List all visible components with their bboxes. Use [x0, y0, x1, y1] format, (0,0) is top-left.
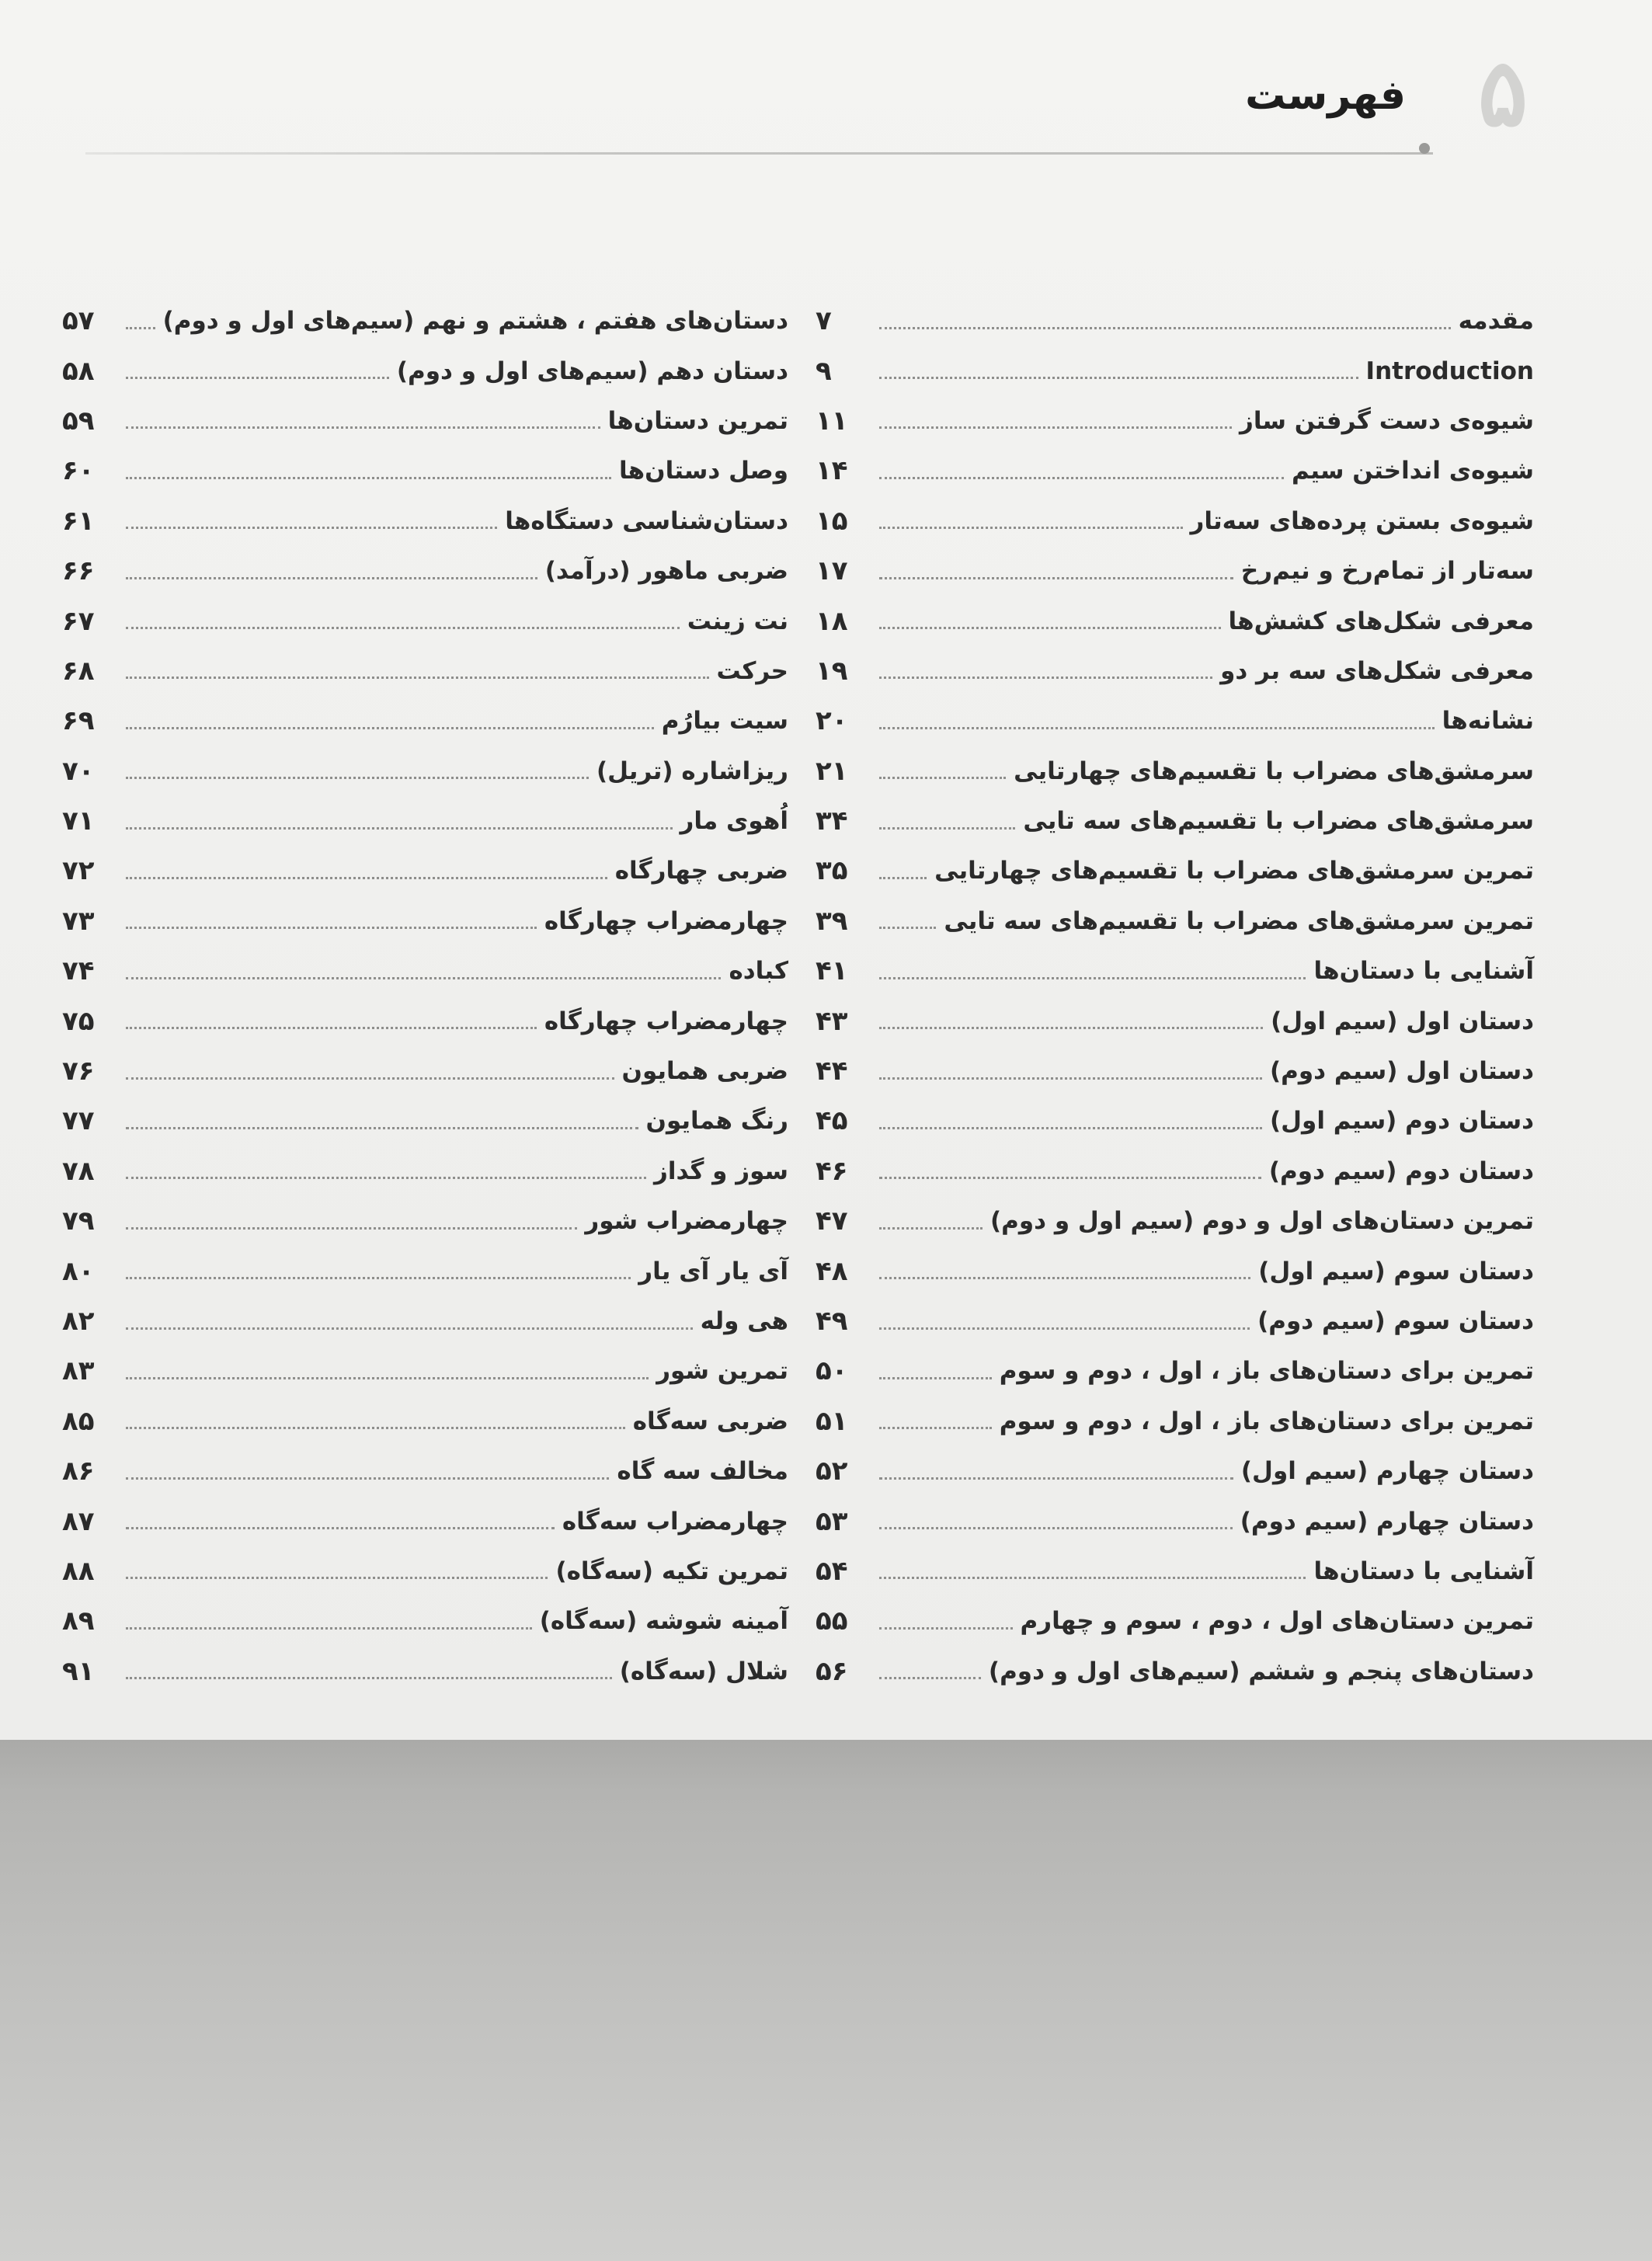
toc-entry-title: ضربی سه‌گاه	[632, 1407, 788, 1435]
toc-entry-page-number: ۵۲	[816, 1456, 848, 1487]
dot-leader	[879, 1127, 1262, 1129]
toc-entry	[62, 846, 788, 896]
toc-entry-page-number: ۵۸	[62, 355, 95, 387]
toc-entry	[816, 1346, 1534, 1396]
toc-entry-title: شلال (سه‌گاه)	[619, 1657, 788, 1685]
toc-entry-page-number: ۵۱	[816, 1405, 848, 1437]
toc-entry-title: کباده	[729, 957, 788, 986]
toc-entry	[62, 1246, 788, 1296]
dot-leader	[879, 677, 1212, 679]
toc-entry	[816, 1496, 1534, 1546]
dot-leader	[126, 1677, 612, 1679]
toc-entry-page-number: ۷۹	[62, 1205, 95, 1237]
toc-entry	[816, 546, 1534, 596]
toc-entry	[816, 846, 1534, 896]
toc-entry-title: آشنایی با دستان‌ها	[1313, 957, 1534, 986]
toc-entry	[816, 296, 1534, 346]
toc-entry-page-number: ۶۱	[62, 505, 95, 537]
toc-entry-page-number: ۸۸	[62, 1555, 95, 1587]
toc-entry	[816, 1446, 1534, 1496]
toc-entry	[816, 1596, 1534, 1646]
toc-entry	[62, 1596, 788, 1646]
toc-entry-page-number: ۹	[816, 355, 832, 387]
toc-entry-title: دستان سوم (سیم دوم)	[1257, 1307, 1534, 1335]
dot-leader	[126, 877, 607, 879]
toc-entry-title: چهارمضراب چهارگاه	[544, 906, 788, 935]
toc-entry-page-number: ۸۹	[62, 1605, 95, 1637]
toc-entry-page-number: ۷۱	[62, 805, 95, 837]
toc-entry-page-number: ۷۴	[62, 955, 95, 987]
toc-entry-page-number: ۵۷	[62, 305, 95, 337]
toc-entry-title: وصل دستان‌ها	[619, 457, 788, 485]
toc-entry-title: معرفی شکل‌های سه بر دو	[1220, 656, 1534, 685]
toc-entry	[62, 1046, 788, 1096]
dot-leader	[126, 627, 680, 629]
toc-entry-page-number: ۷۶	[62, 1056, 95, 1087]
toc-entry-page-number: ۱۴	[816, 455, 848, 487]
toc-entry	[816, 496, 1534, 546]
toc-entry	[62, 596, 788, 645]
dot-leader	[126, 426, 600, 429]
toc-entry-page-number: ۷۳	[62, 905, 95, 937]
toc-entry-title: دستان دهم (سیم‌های اول و دوم)	[396, 357, 788, 385]
dot-leader	[126, 727, 654, 729]
dot-leader	[126, 1127, 638, 1129]
toc-entry-page-number: ۸۳	[62, 1355, 95, 1387]
toc-entry-page-number: ۵۰	[816, 1355, 848, 1387]
toc-entry	[62, 946, 788, 996]
toc-entry-title: سرمشق‌های مضراب با تقسیم‌های چهارتایی	[1014, 757, 1534, 785]
dot-leader	[879, 1327, 1250, 1330]
toc-entry-title: تمرین دستان‌ها	[607, 406, 788, 435]
toc-entry	[816, 1046, 1534, 1096]
dot-leader	[126, 577, 537, 579]
dot-leader	[126, 527, 497, 529]
toc-entry-title: تمرین دستان‌های اول و دوم (سیم اول و دوم)	[990, 1207, 1534, 1236]
toc-entry-title: آشنایی با دستان‌ها	[1313, 1557, 1534, 1585]
toc-entry	[62, 1296, 788, 1346]
toc-entry	[62, 496, 788, 546]
toc-entry-page-number: ۱۱	[816, 405, 848, 437]
toc-column-right	[816, 296, 1534, 1696]
dot-leader	[879, 927, 936, 929]
toc-entry-title: مقدمه	[1458, 307, 1534, 336]
toc-entry-page-number: ۶۸	[62, 655, 95, 687]
toc-entry-title: شیوه‌ی بستن پرده‌های سه‌تار	[1190, 506, 1534, 535]
toc-entry-page-number: ۵۶	[816, 1655, 848, 1687]
toc-entry-title: دستان‌های هفتم ، هشتم و نهم (سیم‌های اول و دوم)	[162, 307, 788, 336]
toc-entry-title: دستان دوم (سیم دوم)	[1268, 1157, 1534, 1185]
dot-leader	[879, 577, 1233, 579]
toc-entry	[816, 996, 1534, 1045]
toc-entry	[62, 696, 788, 746]
toc-entry-title: دستان چهارم (سیم اول)	[1240, 1457, 1534, 1486]
toc-entry-page-number: ۷۰	[62, 755, 95, 787]
dot-leader	[879, 1627, 1013, 1630]
dot-leader	[126, 477, 611, 479]
toc-entry-title: چهارمضراب سه‌گاه	[562, 1507, 788, 1536]
toc-entry-page-number: ۴۱	[816, 955, 848, 987]
toc-entry-title: سیت بیارُم	[661, 707, 788, 736]
toc-entry-page-number: ۳۴	[816, 805, 848, 837]
toc-entry	[816, 796, 1534, 846]
toc-entry	[816, 1146, 1534, 1196]
dot-leader	[879, 477, 1284, 479]
toc-entry-title: رنگ همایون	[645, 1107, 788, 1136]
toc-entry-page-number: ۷۸	[62, 1155, 95, 1187]
toc-entry-title: حرکت	[716, 656, 788, 685]
toc-entry	[62, 746, 788, 796]
toc-entry	[62, 1546, 788, 1596]
dot-leader	[879, 827, 1015, 830]
toc-entry-title: دستان‌های پنجم و ششم (سیم‌های اول و دوم)	[988, 1657, 1534, 1685]
toc-entry-page-number: ۵۹	[62, 405, 95, 437]
toc-entry	[816, 396, 1534, 446]
dot-leader	[126, 927, 537, 929]
toc-entry-title: آی یار آی یار	[638, 1257, 788, 1285]
toc-entry	[62, 446, 788, 496]
toc-entry-page-number: ۸۶	[62, 1456, 95, 1487]
toc-entry-page-number: ۵۴	[816, 1555, 848, 1587]
dot-leader	[126, 377, 389, 379]
dot-leader	[879, 327, 1451, 329]
page-number: ۵	[1477, 38, 1529, 148]
toc-entry-page-number: ۴۷	[816, 1205, 848, 1237]
page-title: فهرست	[1245, 72, 1406, 119]
dot-leader	[126, 1577, 548, 1579]
toc-entry-title: ضربی همایون	[621, 1057, 788, 1086]
toc-entry	[816, 1647, 1534, 1696]
dot-leader	[879, 1577, 1306, 1579]
toc-entry-page-number: ۱۷	[816, 555, 848, 587]
toc-entry	[62, 896, 788, 946]
toc-entry-page-number: ۶۹	[62, 705, 95, 737]
toc-entry-page-number: ۴۶	[816, 1155, 848, 1187]
dot-leader	[879, 1427, 992, 1429]
toc-entry-title: دستان چهارم (سیم دوم)	[1240, 1507, 1534, 1536]
toc-entry-title: مخالف سه گاه	[617, 1457, 788, 1486]
dot-leader	[126, 777, 589, 779]
dot-leader	[126, 677, 709, 679]
dot-leader	[126, 1427, 625, 1429]
dot-leader	[879, 977, 1306, 979]
toc-entry-page-number: ۱۹	[816, 655, 848, 687]
toc-entry-page-number: ۵۳	[816, 1505, 848, 1537]
toc-entry-page-number: ۳۵	[816, 855, 848, 887]
toc-entry	[62, 1647, 788, 1696]
dot-leader	[126, 1227, 577, 1230]
toc-column-left	[62, 296, 788, 1696]
dot-leader	[126, 827, 673, 830]
toc-entry	[62, 1196, 788, 1246]
toc-entry-page-number: ۴۸	[816, 1255, 848, 1287]
toc-entry-page-number: ۸۰	[62, 1255, 95, 1287]
toc-entry	[62, 346, 788, 395]
toc-entry	[816, 946, 1534, 996]
dot-leader	[879, 1527, 1233, 1529]
toc-entry	[816, 346, 1534, 395]
toc-entry	[816, 446, 1534, 496]
dot-leader	[126, 1477, 609, 1480]
toc-entry-page-number: ۱۵	[816, 505, 848, 537]
toc-entry-title: تمرین سرمشق‌های مضراب با تقسیم‌های چهارتایی	[934, 857, 1534, 885]
toc-entry-title: تمرین دستان‌های اول ، دوم ، سوم و چهارم	[1020, 1607, 1534, 1636]
toc-entry-page-number: ۴۴	[816, 1056, 848, 1087]
toc-entry-title: نشانه‌ها	[1442, 707, 1534, 736]
toc-entry-title: دستان سوم (سیم اول)	[1258, 1257, 1534, 1285]
toc-entry	[62, 1096, 788, 1146]
toc-entry	[62, 1496, 788, 1546]
toc-entry-title: سوز و گداز	[653, 1157, 788, 1185]
toc-entry	[816, 1096, 1534, 1146]
dot-leader	[879, 527, 1183, 529]
dot-leader	[879, 727, 1435, 729]
toc-entry	[816, 1397, 1534, 1446]
dot-leader	[126, 1627, 532, 1630]
toc-entry	[816, 1196, 1534, 1246]
toc-entry-title: دستان‌شناسی دستگاه‌ها	[505, 506, 788, 535]
dot-leader	[126, 977, 721, 979]
toc-entry-page-number: ۴۹	[816, 1306, 848, 1337]
toc-entry	[816, 1546, 1534, 1596]
toc-entry-page-number: ۱۸	[816, 605, 848, 637]
toc-entry-page-number: ۵۵	[816, 1605, 848, 1637]
dot-leader	[126, 1527, 555, 1529]
toc-entry-title: تمرین تکیه (سه‌گاه)	[555, 1557, 788, 1585]
toc-entry-page-number: ۲۰	[816, 705, 848, 737]
toc-entry	[816, 1296, 1534, 1346]
toc-entry	[62, 1397, 788, 1446]
toc-entry	[62, 296, 788, 346]
toc-entry-page-number: ۸۲	[62, 1306, 95, 1337]
dot-leader	[126, 1327, 693, 1330]
toc-entry-page-number: ۶۷	[62, 605, 95, 637]
dot-leader	[879, 1377, 992, 1379]
toc-entry-title: شیوه‌ی انداختن سیم	[1291, 457, 1534, 485]
dot-leader	[879, 1077, 1262, 1080]
toc-entry-title: ضربی چهارگاه	[614, 857, 788, 885]
background-surface	[0, 1740, 1652, 2261]
toc-entry	[62, 646, 788, 696]
toc-entry	[816, 596, 1534, 645]
toc-entry-title: تمرین سرمشق‌های مضراب با تقسیم‌های سه تایی	[944, 906, 1534, 935]
toc-entry-page-number: ۶۶	[62, 555, 95, 587]
toc-entry-page-number: ۴۳	[816, 1005, 848, 1037]
toc-entry-title: آمینه شوشه (سه‌گاه)	[539, 1607, 788, 1636]
dot-leader	[879, 1177, 1261, 1179]
toc-entry	[62, 546, 788, 596]
toc-entry-title: دستان اول (سیم دوم)	[1269, 1057, 1534, 1086]
header-divider	[85, 152, 1433, 155]
dot-leader	[879, 777, 1006, 779]
toc-entry-title: نت زینت	[687, 607, 788, 635]
dot-leader	[879, 1677, 981, 1679]
dot-leader	[879, 1227, 983, 1230]
toc-entry-page-number: ۹۱	[62, 1655, 95, 1687]
toc-entry	[816, 646, 1534, 696]
toc-entry	[816, 896, 1534, 946]
toc-entry-title: چهارمضراب شور	[585, 1207, 788, 1236]
toc-entry	[62, 1346, 788, 1396]
toc-entry-title: دستان اول (سیم اول)	[1271, 1007, 1534, 1035]
toc-entry	[62, 396, 788, 446]
toc-entry-title: دستان دوم (سیم اول)	[1269, 1107, 1534, 1136]
toc-entry-page-number: ۸۷	[62, 1505, 95, 1537]
toc-entry-page-number: ۲۱	[816, 755, 848, 787]
toc-entry-page-number: ۷۷	[62, 1105, 95, 1137]
dot-leader	[879, 877, 927, 879]
dot-leader	[879, 426, 1232, 429]
toc-entry	[62, 1446, 788, 1496]
dot-leader	[126, 327, 155, 329]
toc-entry-page-number: ۴۵	[816, 1105, 848, 1137]
toc-entry-title: هی وله	[700, 1307, 788, 1335]
dot-leader	[879, 1277, 1250, 1279]
toc-entry-title: Introduction	[1365, 357, 1534, 385]
toc-entry-title: ریزاشاره (تریل)	[596, 757, 788, 785]
toc-entry-title: اُهوی مار	[680, 807, 788, 836]
toc-entry	[62, 1146, 788, 1196]
toc-entry-page-number: ۷۲	[62, 855, 95, 887]
dot-leader	[879, 1027, 1263, 1029]
dot-leader	[126, 1177, 646, 1179]
toc-entry	[62, 796, 788, 846]
dot-leader	[879, 1477, 1233, 1480]
toc-entry-page-number: ۳۹	[816, 905, 848, 937]
toc-entry-page-number: ۷	[816, 305, 832, 337]
toc-entry-title: تمرین برای دستان‌های باز ، اول ، دوم و سوم	[999, 1357, 1534, 1386]
dot-leader	[126, 1027, 537, 1029]
dot-leader	[879, 627, 1221, 629]
toc-entry	[816, 696, 1534, 746]
dot-leader	[879, 377, 1358, 379]
toc-entry-title: شیوه‌ی دست گرفتن ساز	[1239, 406, 1534, 435]
toc-entry-title: چهارمضراب چهارگاه	[544, 1007, 788, 1035]
toc-entry-title: ضربی ماهور (درآمد)	[544, 557, 788, 586]
toc-entry	[816, 746, 1534, 796]
toc-entry-title: سه‌تار از تمام‌رخ و نیم‌رخ	[1240, 557, 1534, 586]
toc-entry-page-number: ۶۰	[62, 455, 95, 487]
header-divider-dot	[1419, 143, 1430, 154]
dot-leader	[126, 1277, 631, 1279]
toc-entry	[62, 996, 788, 1045]
dot-leader	[126, 1077, 614, 1080]
toc-entry-page-number: ۸۵	[62, 1405, 95, 1437]
toc-entry-title: تمرین برای دستان‌های باز ، اول ، دوم و سوم	[999, 1407, 1534, 1435]
toc-entry	[816, 1246, 1534, 1296]
dot-leader	[126, 1377, 649, 1379]
toc-entry-title: معرفی شکل‌های کشش‌ها	[1228, 607, 1534, 635]
toc-entry-title: تمرین شور	[656, 1357, 788, 1386]
toc-entry-title: سرمشق‌های مضراب با تقسیم‌های سه تایی	[1023, 807, 1534, 836]
toc-entry-page-number: ۷۵	[62, 1005, 95, 1037]
